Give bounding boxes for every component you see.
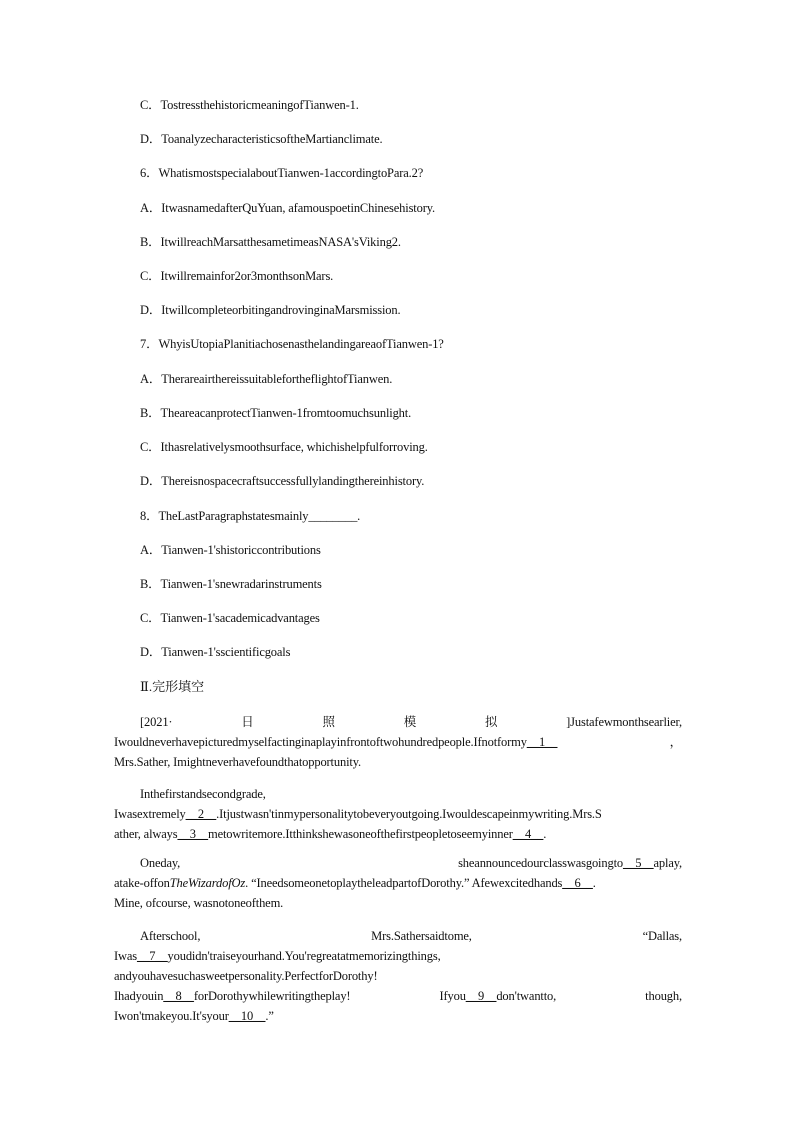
text-run-group: [439, 986, 556, 1006]
text-run-group: [458, 853, 682, 873]
paragraph-4-line-2: [114, 946, 682, 966]
blank-9[interactable]: __9__: [465, 989, 497, 1003]
q6-option-d: D．ItwillcompleteorbitingandrovinginaMarsmission.: [140, 303, 401, 317]
paragraph-1-line-1: [114, 712, 682, 732]
paragraph-3-line-1: [114, 853, 682, 873]
text-run-group: [114, 986, 350, 1006]
text-run: don'twantto,: [496, 989, 557, 1003]
text-run: .: [592, 876, 596, 890]
paragraph-3-line-3: Mine, ofcourse, wasnotoneofthem.: [114, 896, 284, 910]
q7-option-a: A．TherareairthereissuitablefortheflightofTianwen.: [140, 372, 393, 386]
text-run: Ihadyouin: [114, 989, 164, 1003]
paragraph-1-line-2: [114, 732, 682, 752]
q7-option-d: D．Thereisnospacecraftsuccessfullylandingthereinhistory.: [140, 474, 425, 488]
text-run: .Itjustwasn'tinmypersonalitytobeveryoutgoing.Iwouldescapeinmywriting.Mrs.S: [216, 807, 602, 821]
paragraph-2-line-1: [114, 784, 682, 804]
text-run: Afterschool,: [140, 929, 201, 943]
paragraph-1-line-3: Mrs.Sather, Imightneverhavefoundthatopportunity.: [114, 755, 361, 769]
q8-stem: 8．TheLastParagraphstatesmainly________.: [140, 509, 361, 523]
book-title: TheWizardofOz: [169, 876, 246, 890]
text-run: Oneday,: [140, 856, 181, 870]
text-run: “Dallas,: [642, 929, 682, 943]
blank-6[interactable]: __6__: [562, 876, 593, 890]
source-part: 日: [241, 715, 254, 729]
text-run: sheannouncedourclasswasgoingto: [458, 856, 623, 870]
paragraph-2-line-3: [114, 824, 682, 844]
text-run: . “IneedsomeonetoplaytheleadpartofDorothy.” Afewexcitedhands: [245, 876, 563, 890]
text-run: atake-offon: [114, 876, 170, 890]
q8-option-d: D．Tianwen-1'sscientificgoals: [140, 645, 291, 659]
blank-10[interactable]: __10__: [228, 1009, 266, 1023]
text-run: Ifyou: [439, 989, 466, 1003]
text-run: youdidn'traiseyourhand.You'regreatatmemorizingthings,: [167, 949, 441, 963]
text-run: ，: [669, 735, 682, 749]
text-run: Iwon'tmakeyou.It'syour: [114, 1009, 229, 1023]
paragraph-1: [114, 712, 682, 772]
text-run: ather, always: [114, 827, 178, 841]
text-run: Iwouldneverhavepicturedmyselfactinginaplayinfrontoftwohundredpeople.Ifnotformy: [114, 735, 527, 749]
text-run: though,: [645, 989, 682, 1003]
source-part: 模: [403, 715, 417, 729]
q8-option-b: B．Tianwen-1'snewradarinstruments: [140, 577, 322, 591]
blank-1[interactable]: __1__: [526, 735, 558, 749]
text-run: Inthefirstandsecondgrade,: [140, 787, 266, 801]
q5-option-c: C．TostressthehistoricmeaningofTianwen-1.: [140, 98, 359, 112]
paragraph-4-line-1: [114, 926, 682, 946]
q7-option-b: B．TheareacanprotectTianwen-1fromtoomuchsunlight.: [140, 406, 412, 420]
blank-5[interactable]: __5__: [623, 856, 654, 870]
text-run: Mrs.Sathersaidtome,: [371, 929, 472, 943]
section-heading: Ⅱ.完形填空: [140, 679, 205, 694]
paragraph-4-line-5: [114, 1006, 682, 1026]
paragraph-3: [114, 853, 682, 913]
q8-option-a: A．Tianwen-1'shistoriccontributions: [140, 543, 321, 557]
source-part: 拟: [484, 715, 498, 729]
q6-option-b: B．ItwillreachMarsatthesametimeasNASA'sViking2.: [140, 235, 401, 249]
paragraph-4: [114, 926, 682, 1026]
blank-2[interactable]: __2__: [185, 807, 217, 821]
source-part: 照: [322, 715, 335, 729]
q6-stem: 6．WhatismostspecialaboutTianwen-1accordingtoPara.2?: [140, 166, 424, 180]
q6-option-c: C．Itwillremainfor2or3monthsonMars.: [140, 269, 334, 283]
paragraph-2-line-2: [114, 804, 682, 824]
text-run: aplay,: [653, 856, 682, 870]
q8-option-c: C．Tianwen-1'sacademicadvantages: [140, 611, 320, 625]
paragraph-4-line-4: [114, 986, 682, 1006]
q5-option-d: D．ToanalyzecharacteristicsoftheMartianclimate.: [140, 132, 383, 146]
paragraph-3-line-2: [114, 873, 682, 893]
q7-option-c: C．Ithasrelativelysmoothsurface, whichishelpfulforroving.: [140, 440, 428, 454]
blank-8[interactable]: __8__: [163, 989, 194, 1003]
blank-7[interactable]: __7__: [137, 949, 168, 963]
blank-3[interactable]: __3__: [177, 827, 209, 841]
source-part: [2021·: [140, 715, 173, 729]
q6-option-a: A．ItwasnamedafterQuYuan, afamouspoetinChinesehistory.: [140, 201, 435, 215]
paragraph-4-line-3: andyouhavesuchasweetpersonality.PerfectforDorothy!: [114, 969, 378, 983]
text-run: forDorothywhilewritingtheplay!: [193, 989, 351, 1003]
blank-4[interactable]: __4__: [512, 827, 544, 841]
source-part: ]Justafewmonthsearlier,: [566, 715, 682, 729]
text-run: .: [543, 827, 547, 841]
text-run: metowritemore.Itthinkshewasoneofthefirstpeopletoseemyinner: [208, 827, 513, 841]
q7-stem: 7．WhyisUtopiaPlanitiachosenasthelandingareaofTianwen-1?: [140, 337, 444, 351]
text-run: Iwas: [114, 949, 138, 963]
text-run: .”: [265, 1009, 274, 1023]
paragraph-2: [114, 784, 682, 844]
text-run: Iwasextremely: [114, 807, 186, 821]
